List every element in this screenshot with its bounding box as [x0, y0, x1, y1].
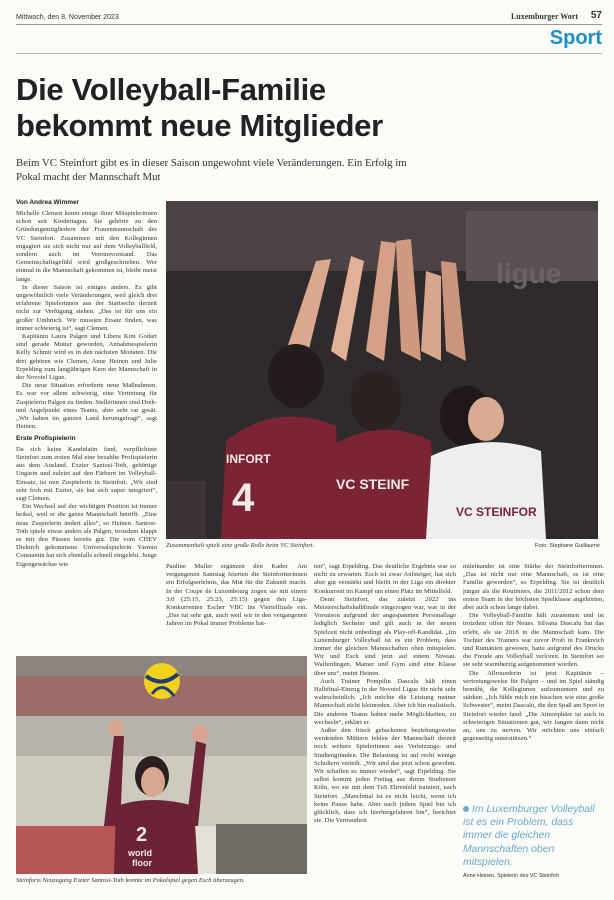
svg-text:INFORT: INFORT: [226, 452, 271, 466]
subheading: Erste Profispielerin: [16, 435, 76, 443]
issue-date: Mittwoch, den 8. November 2023: [16, 14, 119, 21]
paragraph: Ein Wechsel auf der wichtigen Position ist immer heikel, weil er die ganze Mannschaft betrifft. „Eine neue Zuspielerin ändert alles“, so Heinen. Santosi-Toth spiele etwas anders als Palgen, trotzdem klappt es mit den Pässen bereits gut. Die vom CHEV Diekirch gekommene Universalspielerin Yasmin Constantin hat sich ebenfalls schnell eingelebt. Junge Eigengewächse wie: [16, 503, 157, 568]
pull-quote: [463, 803, 604, 869]
article-column-2: [166, 563, 307, 653]
svg-text:VC STEINF: VC STEINF: [336, 476, 410, 492]
second-photo-caption: Steinforts Neuzugang Eszter Santosi-Toth konnte im Pokalspiel gegen Esch überzeugen.: [16, 877, 245, 884]
publication-name: Luxemburger Wort: [510, 12, 578, 21]
header-rule: [16, 24, 602, 25]
paragraph: Da sich keine Kandidatin fand, verpflichtete Steinfort zum ersten Mal eine bezahlte Profispielerin aus dem Ausland. Exzter Santosi-Toth, gebürtige Ungarin und zuletzt auf den Färbern im Volleyball-Einsatz, ist nun Zuspielerin in Steinfort. „Wir sind sehr froh mit Eszter, sie hat sich super integriert“, sagt Clemen.: [16, 445, 157, 502]
second-photo-setter: [16, 656, 307, 874]
paragraph: Auch Trainer Pompiliu Dascalu hält einen Halbfinal-Einzug in der Novotel Ligue für nicht sehr wahrscheinlich. „Ich möchte die Leistung meiner Mannschaft nicht kleinreden. Aber ich bin realistisch. Die anderen Teams haben mehr Möglichkeiten, zu wechseln“, erklärt er.: [314, 677, 456, 726]
paragraph: Pauline Muller ergänzen den Kader. Am vergangenen Samstag feierten die Steinfortterinnen ein Erfolgserlebnis, das Mut für die Zukunft macht. In der Coupe de Luxembourg zogen sie mit einem 3:0 (25:15, 25:23, 25:15) gegen den Liga-Konkurrenten Escher VBC ins Viertelfinale ein. „Das tut sehr gut, auch weil wir in den vergangenen Jahren im Pokal immer Probleme hat-: [166, 563, 307, 628]
paragraph: Die Volleyball-Familie hält zusammen und ist trotzdem offen für Neues. Silvana Dascalu hat das erlebt, als sie 2018 in die Mannschaft kam. Die Tochter des Trainers war zuvor Profi in Frankreich und Rumänien gewesen, hatte aufgrund des Drucks die Freude am Volleyball verloren. In Steinfort sei sie sehr warmherzig aufgenommen worden.: [463, 612, 604, 669]
svg-text:ligue: ligue: [496, 258, 562, 289]
paragraph: miteinander ist eine Stärke der Steinfortterinnen. „Das ist nicht nur eine Mannschaft, es ist eine Familie geworden“, so Erpelding. Sie ist deutlich jünger als die Routiniers, die 2011/2012 schon dem ersten Team in der höchsten Spielklasse angehörten, aber auch schon lange dabei.: [463, 563, 604, 612]
svg-text:floor: floor: [132, 858, 152, 868]
page-number: 57: [590, 10, 602, 21]
paragraph: Außer den frisch gebackenen beziehungsweise werdenden Müttern fehlen der Mannschaft derzeit noch weitere Spielerinnen aus Verletzungs- und Studiengründen. Die Belastung ist auf recht wenige Schultern verteilt. „Wir sind das jetzt schon gewohnt. Wir schaffen es immer wieder“, sagt Erpelding. Sie selbst kommt jeden Freitag aus ihrem Studienort Köln, wo sie mit dem TuS Ehrenfeld trainiert, nach Steinfort. „Manchmal ist es nicht leicht, wenn ich keine Pause habe. Aber nach jedem Spiel bin ich glücklich, dass ich hierhergefahren bin“, berichtet sie. Die Vertrautheit: [314, 727, 456, 825]
article-headline: Die Volleyball-Familie bekommt neue Mitglieder: [16, 72, 383, 143]
pull-quote-source: Anne Heinen, Spielerin des VC Steinfort: [463, 873, 559, 879]
paragraph: ten“, sagt Erpelding. Das deutliche Ergebnis war so nicht zu erwarten. Esch ist zwar Aufsteiger, hat sich aber gut verstärkt und bleibt in der Liga ein direkter Konkurrent im Kampf um einen Platz im Mittelfeld.: [314, 563, 456, 595]
article-column-3: [314, 563, 456, 893]
main-photo-team-huddle: [166, 201, 598, 539]
article-column-1: [16, 210, 157, 650]
paragraph: Michelle Clemen kennt einige ihrer Mitspielerinnen schon seit Kindertagen. Sie gehörte zu den Gründungsmitgliedern der Frauenmannschaft des VC Steinfort. Zusammen mit den Kolleginnen engagiert sie sich nicht nur auf dem Volleyballfeld, sondern auch im Vereinsvorstand. Das Gemeinschaftsgefühl wird großgeschrieben. Wer einmal in die Mannschaft gekommen ist, bleibt meist lange.: [16, 210, 157, 283]
svg-text:2: 2: [136, 824, 148, 846]
paragraph: Kapitänin Laura Palgen und Libera Kim Godart sind gerade Mutter geworden, Annahmespielerin Kelly Schmit wird es in den nächsten Monaten. Die drei gehören wie Clemen, Anne Heinen und Julie Erpelding zum langjährigen Kern der Mannschaft in der Novotel Ligue.: [16, 333, 157, 382]
main-photo-credit: Foto: Stephane Guillaume: [535, 543, 600, 549]
main-photo-caption: Zusammenhalt spielt eine große Rolle beim VC Steinfort.: [166, 542, 315, 549]
paragraph: Denn Steinfort, das zuletzt 2022 ins Meisterschaftshalbfinale eingezogen war, war in der Vorsaison aufgrund der angespannten Personallage lediglich Sechster und gilt auch in der neuen Spielzeit nicht unbedingt als Play-off-Kandidat. „Im Luxemburger Volleyball ist es ein Problem, dass immer die gleichen Mannschaften oben mitspielen. Wir und Esch sind jetzt auf einem Niveau. Walferdingen, Mamer und Gym sind eine Klasse über uns“, meint Heinen.: [314, 595, 456, 677]
pull-quote-text: Im Luxemburger Volleyball ist es ein Problem, dass immer die gleichen Mannschaften oben mitspielen.: [463, 804, 595, 868]
article-lead: Beim VC Steinfort gibt es in dieser Saison ungewohnt viele Veränderungen. Ein Erfolg im Pokal macht der Mannschaft Mut: [16, 157, 407, 183]
paragraph: Die neue Situation erforderte neue Maßnahmen. Es war vor allem schwierig, eine Vertretung für Zuspielerin Palgen zu finden. Stellerinnen sind Dreh- und Angelpunkt eines Teams, aber sehr rar gesät. „Wir haben im ganzen Land herumgefragt“, sagt Heinen.: [16, 382, 157, 431]
section-rule: [16, 53, 602, 54]
quote-bullet-icon: [463, 806, 469, 812]
svg-text:world: world: [128, 848, 152, 858]
section-title: Sport: [549, 27, 602, 49]
svg-text:4: 4: [232, 476, 255, 520]
article-column-4: [463, 563, 604, 803]
page-header: [16, 8, 602, 24]
article-byline: Von Andrea Wimmer: [16, 199, 80, 206]
svg-text:VC STEINFOR: VC STEINFOR: [456, 505, 537, 519]
paragraph: Die Allrounderin ist jetzt Kapitänin – vertretungsweise für Palgen – und im Spiel ständig bemüht, die Kolleginnen aufzumuntern und zu stärken. „Ich fühle mich ein bisschen wie eine große Schwester“, meint Dascalu, die den Spaß am Sport in Steinfort wieder fand: „Die Atmosphäre ist auch in schwierigen Situationen gut, wir fangen dann nicht an, uns zu nerven. Wir möchten uns einfach gegenseitig unterstützen.“: [463, 669, 604, 743]
paragraph: In dieser Saison ist einiges anders. Es gibt ungewöhnlich viele Veränderungen, weil gleich drei erfahrene Spielerinnen aus der Startsechs derzeit nicht zur Verfügung stehen. „Das ist für uns ein großer Umbruch. Wir mussten Ersatz finden, was immer schwierig ist“, sagt Clemen.: [16, 283, 157, 332]
